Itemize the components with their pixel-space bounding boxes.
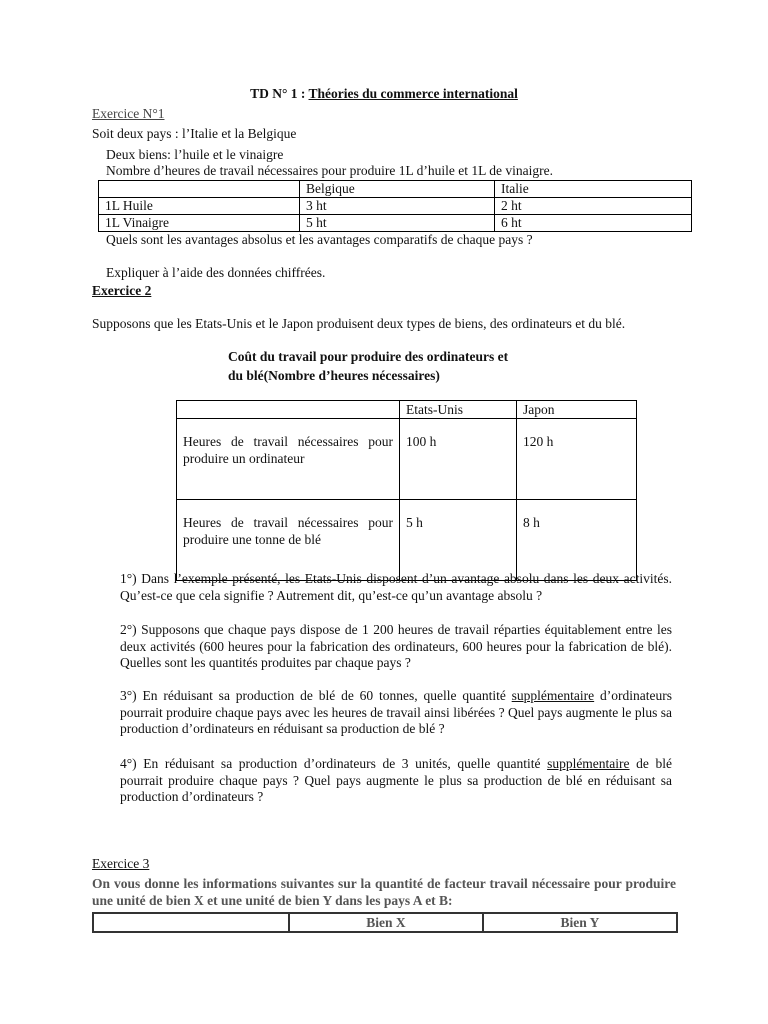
exercise-2-table — [176, 400, 637, 581]
table-header-row — [99, 181, 692, 198]
exercise-2-heading: Exercice 2 — [92, 283, 152, 298]
exercise-1-heading: Exercice N°1 — [92, 106, 165, 121]
exercise-2-question-1: 1°) Dans l’exemple présenté, les Etats-Unis disposent d’un avantage absolu dans les deux activités. Qu’est-ce que cela signifie ? Autrement dit, qu’est-ce qu’un avantage absolu ? — [120, 571, 672, 603]
table-cell — [177, 401, 400, 419]
table-cell: 120 h — [517, 419, 637, 500]
exercise-1-question-2: Expliquer à l’aide des données chiffrées. — [106, 265, 326, 280]
table-cell: Etats-Unis — [400, 401, 517, 419]
table-header-row — [93, 913, 677, 932]
exercise-2-question-4 — [120, 756, 672, 806]
table-cell — [99, 181, 300, 198]
exercise-2-question-3 — [120, 688, 672, 738]
question-3-text: 3°) En réduisant sa production de blé de 60 tonnes, quelle quantité — [120, 688, 512, 703]
table-cell: 100 h — [400, 419, 517, 500]
exercise-1-intro: Soit deux pays : l’Italie et la Belgique — [92, 126, 297, 141]
exercise-2-caption-line-2: du blé(Nombre d’heures nécessaires) — [228, 368, 440, 383]
exercise-3-table — [92, 912, 678, 933]
table-cell: 2 ht — [495, 198, 692, 215]
table-row — [99, 198, 692, 215]
exercise-1-question-1: Quels sont les avantages absolus et les avantages comparatifs de chaque pays ? — [106, 232, 533, 247]
exercise-2-question-2: 2°) Supposons que chaque pays dispose de 1 200 heures de travail réparties équitablement entre les deux activités (600 heures pour la fabrication des ordinateurs, 600 heures pour la fabrication de blé). Quelles sont les quantités produites par chaque pays ? — [120, 622, 672, 670]
exercise-1-hours-label: Nombre d’heures de travail nécessaires pour produire 1L d’huile et 1L de vinaigre. — [106, 163, 553, 178]
table-cell — [93, 913, 289, 932]
question-3-underlined: supplémentaire — [511, 688, 595, 703]
table-cell: 5 ht — [300, 215, 495, 232]
question-4-text-end: de blé pourrait produire chaque pays ? Quel pays augmente le plus sa production de blé en réduisant sa production d’ordinateurs ? — [120, 756, 672, 804]
exercise-2-intro: Supposons que les Etats-Unis et le Japon produisent deux types de biens, des ordinateurs et du blé. — [92, 316, 626, 331]
exercise-1-table — [98, 180, 692, 232]
page-title — [0, 86, 768, 102]
table-row — [177, 419, 637, 500]
table-row — [177, 500, 637, 581]
table-cell: Heures de travail nécessaires pour produire une tonne de blé — [177, 500, 400, 581]
table-cell: 3 ht — [300, 198, 495, 215]
table-cell: 8 h — [517, 500, 637, 581]
exercise-3-heading: Exercice 3 — [92, 856, 150, 871]
table-cell: Heures de travail nécessaires pour produire un ordinateur — [177, 419, 400, 500]
question-4-text: 4°) En réduisant sa production d’ordinateurs de 3 unités, quelle quantité — [120, 756, 548, 771]
exercise-2-caption-line-1: Coût du travail pour produire des ordinateurs et — [228, 349, 509, 364]
exercise-1-goods: Deux biens: l’huile et le vinaigre — [106, 147, 284, 162]
table-cell: Bien Y — [483, 913, 677, 932]
exercise-3-intro: On vous donne les informations suivantes sur la quantité de facteur travail nécessaire pour produire une unité de bien X et une unité de bien Y dans les pays A et B: — [92, 876, 676, 908]
title-prefix: TD N° 1 : — [250, 86, 309, 101]
table-cell: 5 h — [400, 500, 517, 581]
table-row — [99, 215, 692, 232]
table-cell: 1L Vinaigre — [99, 215, 300, 232]
question-4-underlined: supplémentaire — [547, 756, 630, 771]
table-cell: Italie — [495, 181, 692, 198]
table-cell: 6 ht — [495, 215, 692, 232]
table-header-row — [177, 401, 637, 419]
table-cell: Japon — [517, 401, 637, 419]
table-cell: Bien X — [289, 913, 483, 932]
table-cell: 1L Huile — [99, 198, 300, 215]
table-cell: Belgique — [300, 181, 495, 198]
title-subject: Théories du commerce international — [308, 86, 518, 101]
question-3-text-end: d’ordinateurs pourrait produire chaque pays avec les heures de travail ainsi libérées ? Quel pays augmente le plus sa production d’ordinateurs en réduisant sa production de blé ? — [120, 688, 672, 736]
